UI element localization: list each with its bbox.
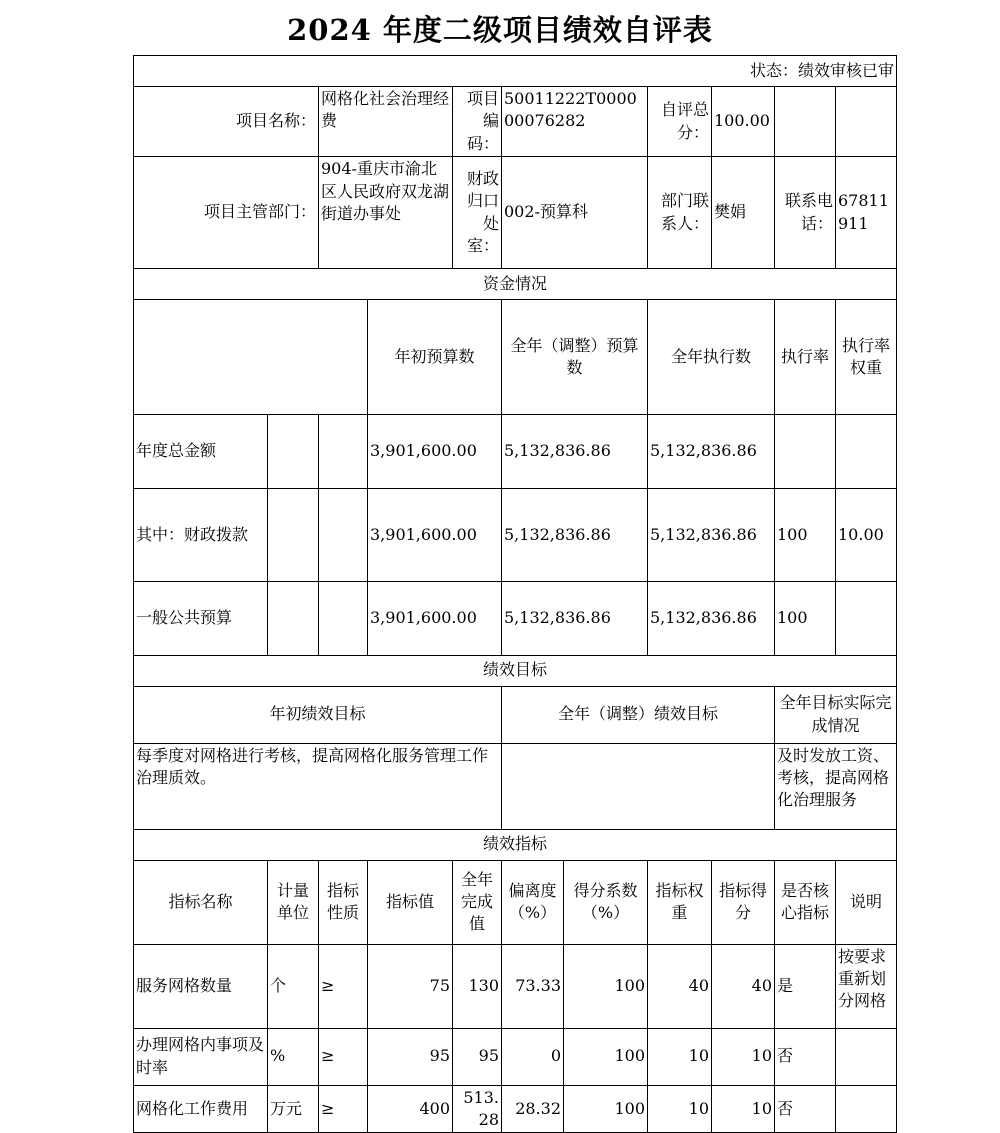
- ind-header-note: 说明: [836, 860, 897, 944]
- ind-header-score: 指标得分: [712, 860, 775, 944]
- ind-nature: ≥: [319, 1085, 368, 1133]
- ind-score: 10: [712, 1028, 775, 1085]
- ind-nature: ≥: [319, 944, 368, 1028]
- goals-header-initial: 年初绩效目标: [134, 686, 502, 743]
- funds-weight: 10.00: [836, 489, 897, 582]
- funds-header-executed: 全年执行数: [648, 300, 775, 415]
- funds-header-rate: 执行率: [775, 300, 836, 415]
- funds-header-weight: 执行率权重: [836, 300, 897, 415]
- ind-weight: 10: [648, 1028, 712, 1085]
- ind-note: 按要求重新划分网格: [836, 944, 897, 1028]
- status-text: 状态：绩效审核已审: [134, 56, 897, 87]
- ind-done: 95: [453, 1028, 502, 1085]
- funds-weight: [836, 581, 897, 655]
- ind-unit: 万元: [268, 1085, 319, 1133]
- ind-coef: 100: [564, 944, 648, 1028]
- goals-actual-text: 及时发放工资、考核，提高网格化治理服务: [775, 743, 897, 829]
- indicator-row: [134, 1085, 897, 1133]
- ind-done: 130: [453, 944, 502, 1028]
- finance-value: 002-预算科: [502, 157, 648, 269]
- funds-executed: 5,132,836.86: [648, 415, 775, 489]
- ind-coef: 100: [564, 1028, 648, 1085]
- funds-header-adjusted: 全年（调整）预算数: [502, 300, 648, 415]
- self-score-label: 自评总分：: [648, 87, 712, 157]
- phone-value: 67811911: [836, 157, 897, 269]
- ind-dev: 73.33: [502, 944, 564, 1028]
- funds-adjusted: 5,132,836.86: [502, 415, 648, 489]
- phone-label: 联系电话：: [775, 157, 836, 269]
- funds-rate: [775, 415, 836, 489]
- ind-target: 95: [368, 1028, 453, 1085]
- funds-row-name: 其中：财政拨款: [134, 489, 268, 582]
- funds-row: [134, 415, 897, 489]
- ind-core: 是: [775, 944, 836, 1028]
- ind-weight: 40: [648, 944, 712, 1028]
- ind-target: 75: [368, 944, 453, 1028]
- ind-note: [836, 1085, 897, 1133]
- funds-section-title: 资金情况: [134, 269, 897, 300]
- ind-unit: %: [268, 1028, 319, 1085]
- empty-cell: [134, 300, 368, 415]
- goals-adjusted-text: [502, 743, 775, 829]
- ind-header-coef: 得分系数（%）: [564, 860, 648, 944]
- ind-target: 400: [368, 1085, 453, 1133]
- ind-score: 10: [712, 1085, 775, 1133]
- funds-initial: 3,901,600.00: [368, 581, 502, 655]
- ind-header-dev: 偏离度（%）: [502, 860, 564, 944]
- finance-label: 财政归口处室：: [453, 157, 502, 269]
- project-code-label: 项目编码：: [453, 87, 502, 157]
- funds-executed: 5,132,836.86: [648, 581, 775, 655]
- ind-nature: ≥: [319, 1028, 368, 1085]
- goals-header-adjusted: 全年（调整）绩效目标: [502, 686, 775, 743]
- empty-cell: [319, 489, 368, 582]
- funds-row-name: 一般公共预算: [134, 581, 268, 655]
- contact-label: 部门联系人：: [648, 157, 712, 269]
- empty-cell: [319, 415, 368, 489]
- project-name-label: 项目名称：: [134, 87, 319, 157]
- ind-core: 否: [775, 1028, 836, 1085]
- funds-adjusted: 5,132,836.86: [502, 581, 648, 655]
- goals-section-title: 绩效目标: [134, 655, 897, 686]
- indicator-row: [134, 944, 897, 1028]
- ind-header-core: 是否核心指标: [775, 860, 836, 944]
- ind-header-done: 全年完成值: [453, 860, 502, 944]
- empty-cell: [775, 87, 836, 157]
- funds-weight: [836, 415, 897, 489]
- empty-cell: [268, 489, 319, 582]
- goals-header-actual: 全年目标实际完成情况: [775, 686, 897, 743]
- funds-adjusted: 5,132,836.86: [502, 489, 648, 582]
- ind-core: 否: [775, 1085, 836, 1133]
- page-title: 2024 年度二级项目绩效自评表: [287, 13, 713, 47]
- funds-row: [134, 489, 897, 582]
- ind-header-weight: 指标权重: [648, 860, 712, 944]
- empty-cell: [319, 581, 368, 655]
- funds-rate: 100: [775, 489, 836, 582]
- evaluation-table: [133, 55, 897, 1133]
- goals-initial-text: 每季度对网格进行考核，提高网格化服务管理工作治理质效。: [134, 743, 502, 829]
- self-score-value: 100.00: [712, 87, 775, 157]
- ind-name: 网格化工作费用: [134, 1085, 268, 1133]
- funds-rate: 100: [775, 581, 836, 655]
- ind-score: 40: [712, 944, 775, 1028]
- ind-header-target: 指标值: [368, 860, 453, 944]
- empty-cell: [268, 415, 319, 489]
- dept-value: 904-重庆市渝北区人民政府双龙湖街道办事处: [319, 157, 453, 269]
- funds-executed: 5,132,836.86: [648, 489, 775, 582]
- dept-label: 项目主管部门：: [134, 157, 319, 269]
- funds-header-initial: 年初预算数: [368, 300, 502, 415]
- ind-name: 服务网格数量: [134, 944, 268, 1028]
- empty-cell: [836, 87, 897, 157]
- empty-cell: [268, 581, 319, 655]
- project-code-value: 50011222T000000076282: [502, 87, 648, 157]
- ind-done: 513.28: [453, 1085, 502, 1133]
- funds-initial: 3,901,600.00: [368, 489, 502, 582]
- indicators-section-title: 绩效指标: [134, 829, 897, 860]
- project-name-value: 网格化社会治理经费: [319, 87, 453, 157]
- ind-header-nature: 指标性质: [319, 860, 368, 944]
- funds-row: [134, 581, 897, 655]
- funds-row-name: 年度总金额: [134, 415, 268, 489]
- contact-value: 樊娟: [712, 157, 775, 269]
- ind-name: 办理网格内事项及时率: [134, 1028, 268, 1085]
- ind-header-unit: 计量单位: [268, 860, 319, 944]
- ind-header-name: 指标名称: [134, 860, 268, 944]
- funds-initial: 3,901,600.00: [368, 415, 502, 489]
- ind-unit: 个: [268, 944, 319, 1028]
- ind-dev: 28.32: [502, 1085, 564, 1133]
- ind-weight: 10: [648, 1085, 712, 1133]
- ind-dev: 0: [502, 1028, 564, 1085]
- ind-coef: 100: [564, 1085, 648, 1133]
